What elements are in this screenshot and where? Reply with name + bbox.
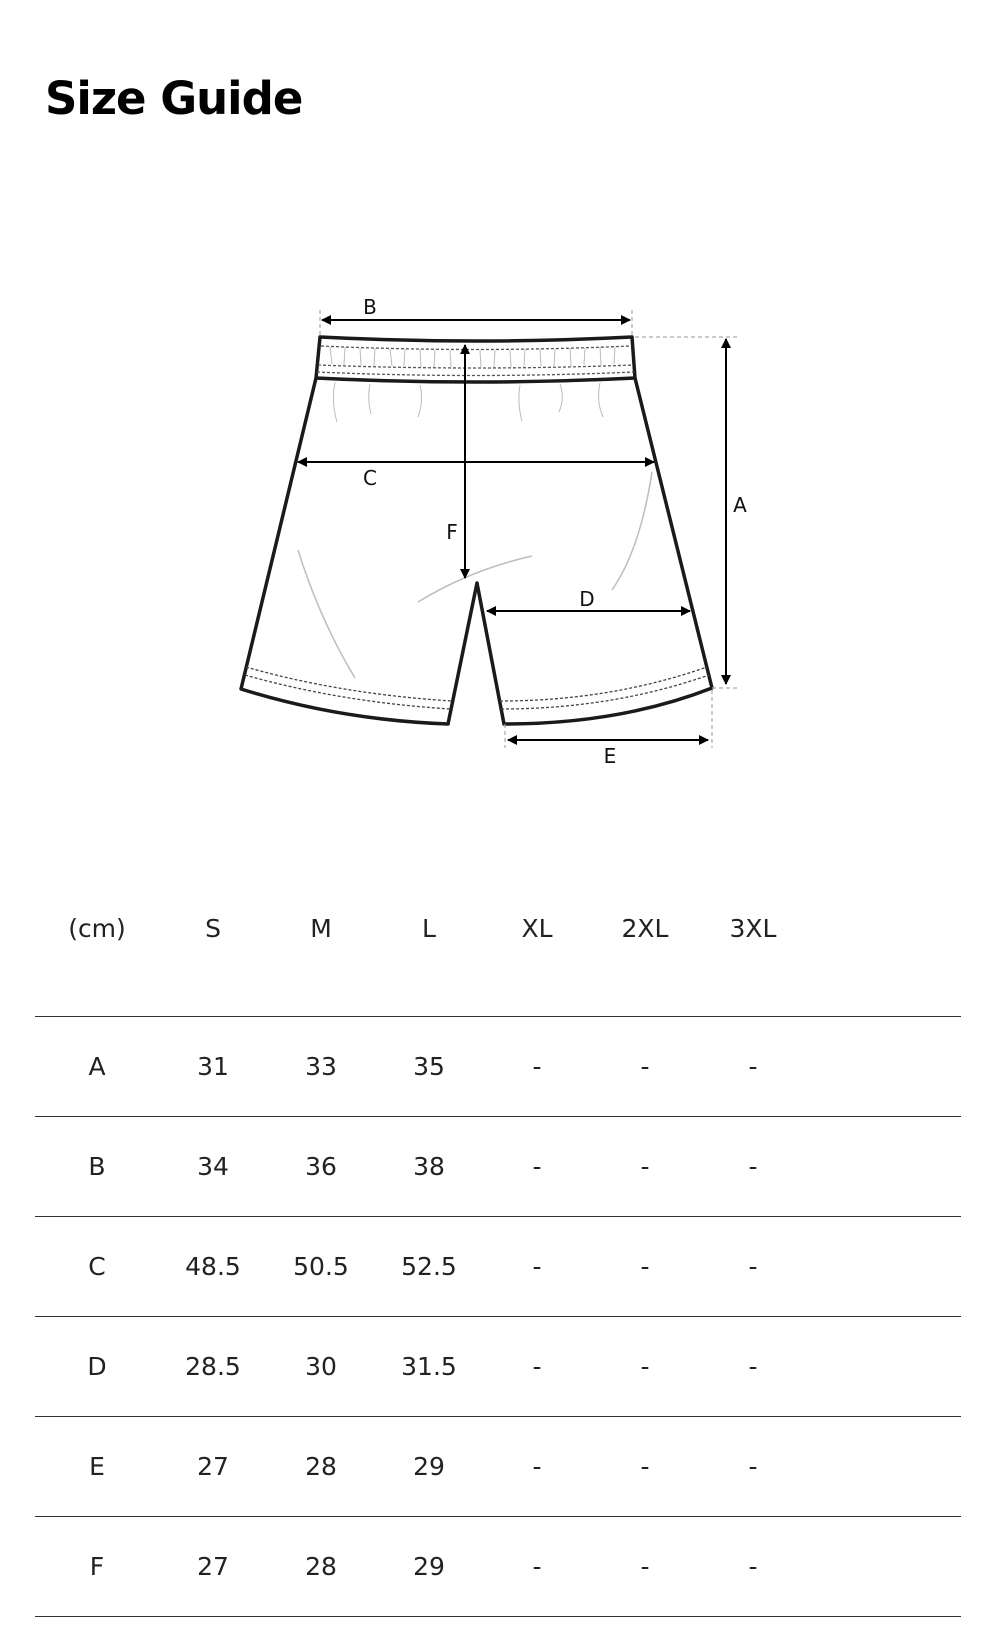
table-cell: - [483, 1217, 591, 1317]
row-label: C [35, 1217, 159, 1317]
table-cell: 28 [267, 1517, 375, 1617]
row-label: A [35, 1017, 159, 1117]
size-header: 3XL [699, 910, 807, 1017]
table-cell: 30 [267, 1317, 375, 1417]
table-cell: 31 [159, 1017, 267, 1117]
table-cell: - [483, 1417, 591, 1517]
table-row [35, 1017, 961, 1117]
size-header: 2XL [591, 910, 699, 1017]
size-table [35, 910, 961, 1617]
table-cell: 28 [267, 1417, 375, 1517]
table-cell: - [699, 1517, 807, 1617]
size-header: XL [483, 910, 591, 1017]
row-label: B [35, 1117, 159, 1217]
page-title: Size Guide [45, 72, 303, 125]
label-c: C [363, 466, 377, 490]
table-cell: - [699, 1217, 807, 1317]
table-cell: 29 [375, 1417, 483, 1517]
label-a: A [733, 493, 747, 517]
spacer-cell [807, 1517, 961, 1617]
waistband-stitching [317, 346, 634, 376]
table-row [35, 1417, 961, 1517]
table-cell: - [483, 1017, 591, 1117]
table-cell: 36 [267, 1117, 375, 1217]
spacer-cell [807, 1217, 961, 1317]
label-f: F [446, 520, 458, 544]
table-cell: 35 [375, 1017, 483, 1117]
table-cell: - [699, 1017, 807, 1117]
spacer-cell [807, 1317, 961, 1417]
shorts-outline [241, 337, 712, 724]
spacer-cell [807, 910, 961, 1017]
table-row [35, 1117, 961, 1217]
table-row [35, 1517, 961, 1617]
spacer-cell [807, 1017, 961, 1117]
size-header: S [159, 910, 267, 1017]
shorts-measurement-diagram [0, 280, 1000, 780]
table-header-row [35, 910, 961, 1017]
waistband-gathers [330, 347, 615, 422]
table-cell: 48.5 [159, 1217, 267, 1317]
table-cell: 29 [375, 1517, 483, 1617]
label-d: D [579, 587, 595, 611]
spacer-cell [807, 1117, 961, 1217]
table-cell: - [699, 1317, 807, 1417]
row-label: D [35, 1317, 159, 1417]
table-cell: - [591, 1517, 699, 1617]
table-cell: - [591, 1417, 699, 1517]
table-cell: 33 [267, 1017, 375, 1117]
spacer-cell [807, 1417, 961, 1517]
unit-header: (cm) [35, 910, 159, 1017]
table-cell: - [483, 1317, 591, 1417]
table-row [35, 1317, 961, 1417]
table-cell: - [591, 1017, 699, 1117]
row-label: E [35, 1417, 159, 1517]
table-cell: - [591, 1217, 699, 1317]
table-cell: 34 [159, 1117, 267, 1217]
label-e: E [603, 744, 617, 768]
table-cell: - [699, 1117, 807, 1217]
size-header: M [267, 910, 375, 1017]
table-cell: 52.5 [375, 1217, 483, 1317]
table-cell: - [591, 1117, 699, 1217]
table-cell: 38 [375, 1117, 483, 1217]
table-row [35, 1217, 961, 1317]
label-b: B [363, 295, 377, 319]
table-cell: - [483, 1117, 591, 1217]
hem-stitching [245, 667, 709, 709]
table-cell: - [483, 1517, 591, 1617]
table-cell: 27 [159, 1417, 267, 1517]
size-header: L [375, 910, 483, 1017]
table-cell: - [699, 1417, 807, 1517]
table-cell: 27 [159, 1517, 267, 1617]
table-cell: 31.5 [375, 1317, 483, 1417]
fabric-folds [298, 472, 652, 678]
table-cell: 50.5 [267, 1217, 375, 1317]
row-label: F [35, 1517, 159, 1617]
table-cell: 28.5 [159, 1317, 267, 1417]
table-cell: - [591, 1317, 699, 1417]
